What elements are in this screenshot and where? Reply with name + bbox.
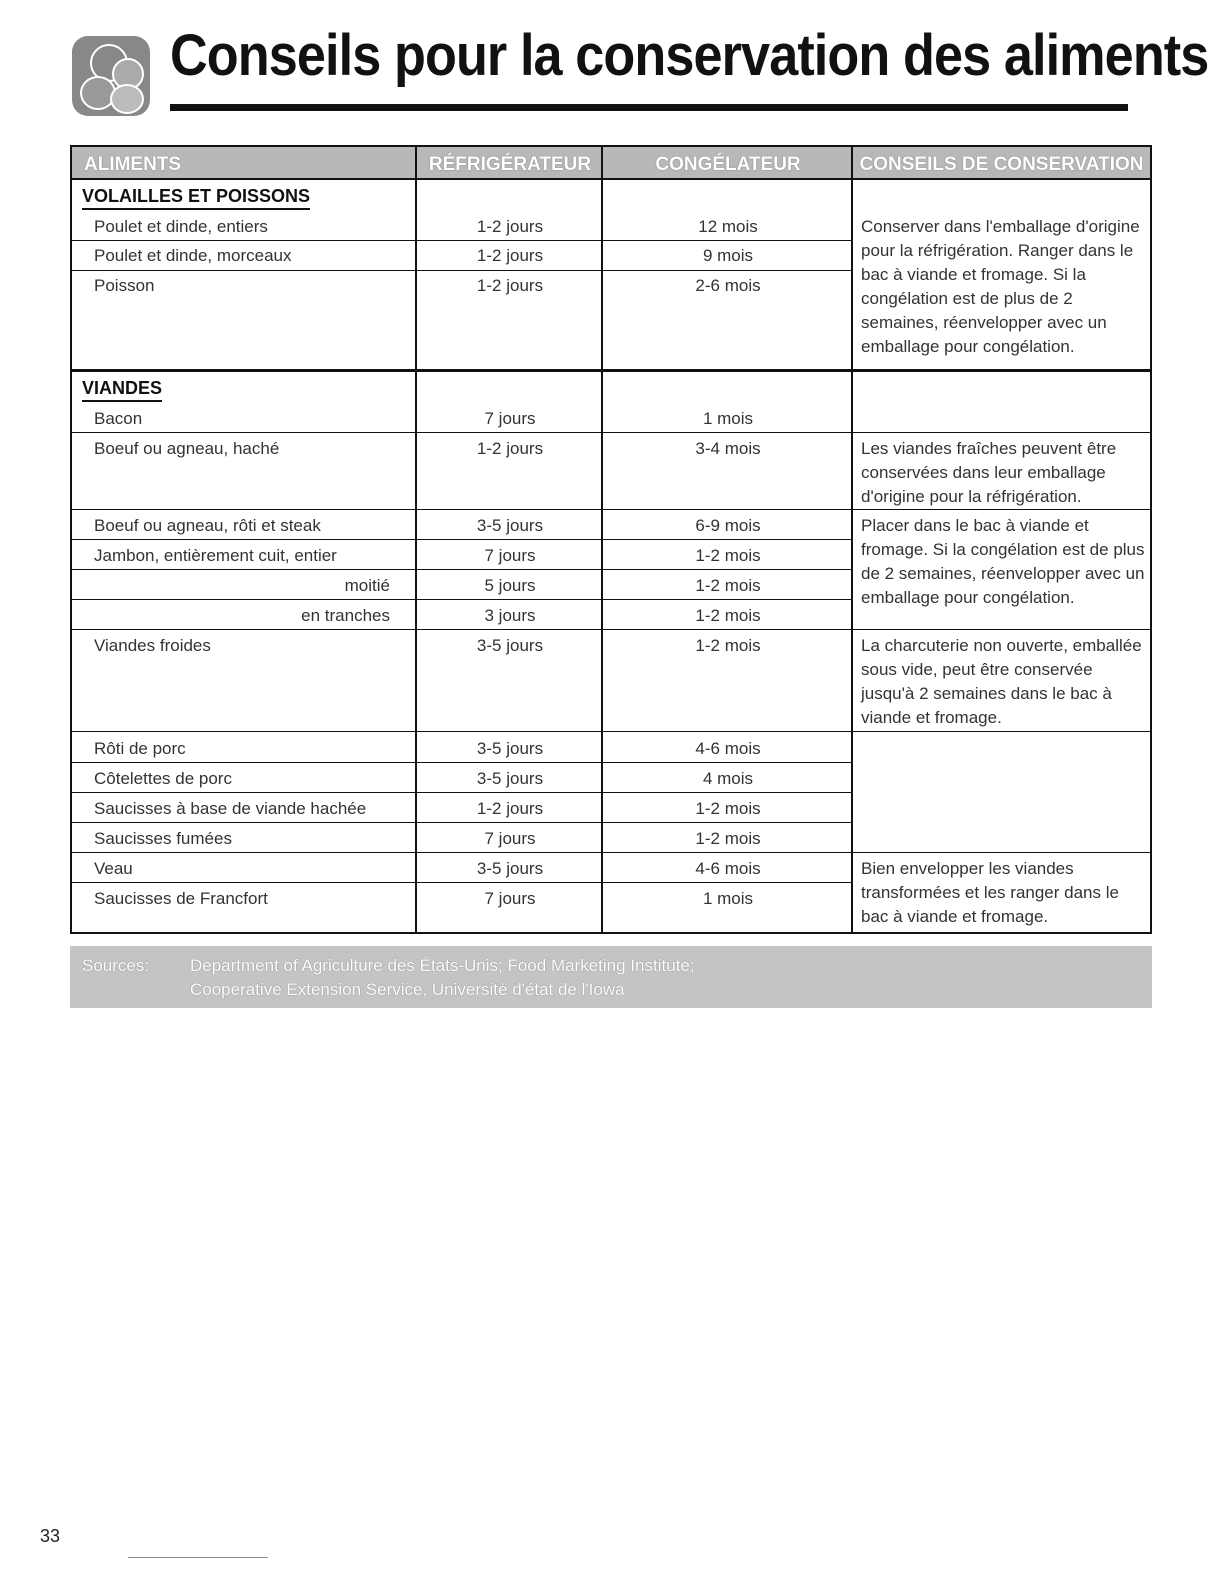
freezer-duration: 4-6 mois bbox=[695, 859, 761, 878]
header-refrigerateur: RÉFRIGÉRATEUR bbox=[417, 147, 603, 180]
fridge-duration: 1-2 jours bbox=[476, 799, 544, 818]
food-storage-icon bbox=[72, 36, 150, 116]
title-underline bbox=[170, 104, 1128, 111]
row-divider bbox=[72, 539, 851, 540]
freezer-duration: 9 mois bbox=[702, 246, 754, 265]
storage-tip: La charcuterie non ouverte, emballée sous vide, peut être conservée jusqu'à 2 semaines dans le bac à viande et fromage. bbox=[861, 636, 1142, 727]
fridge-duration: 7 jours bbox=[484, 889, 536, 908]
food-name: Saucisses fumées bbox=[94, 829, 232, 848]
storage-table bbox=[70, 145, 1152, 934]
food-name: Saucisses de Francfort bbox=[94, 889, 268, 908]
row-divider bbox=[72, 882, 851, 883]
header-congelateur: CONGÉLATEUR bbox=[603, 147, 853, 180]
food-name: Côtelettes de porc bbox=[94, 769, 232, 788]
footer-line bbox=[128, 1557, 268, 1558]
freezer-duration: 1-2 mois bbox=[695, 546, 761, 565]
row-divider bbox=[72, 792, 851, 793]
food-name: en tranches bbox=[301, 606, 390, 625]
row-divider bbox=[72, 852, 1150, 853]
storage-tip: Conserver dans l'emballage d'origine pour la réfrigération. Ranger dans le bac à viande et fromage. Si la congélation est de plus de 2 semaines, réenvelopper avec un emballage pour congélation. bbox=[861, 217, 1140, 356]
storage-tip: Placer dans le bac à viande et fromage. Si la congélation est de plus de 2 semaines, réenvelopper avec un emballage pour congélation. bbox=[861, 516, 1145, 607]
food-name: Bacon bbox=[94, 409, 143, 428]
freezer-duration: 1-2 mois bbox=[695, 576, 761, 595]
freezer-duration: 4 mois bbox=[702, 769, 754, 788]
fridge-duration: 7 jours bbox=[484, 546, 536, 565]
food-name: Rôti de porc bbox=[94, 739, 186, 758]
food-name: Saucisses à base de viande hachée bbox=[94, 799, 367, 818]
freezer-duration: 1-2 mois bbox=[695, 606, 761, 625]
freezer-duration: 6-9 mois bbox=[695, 516, 761, 535]
row-divider bbox=[72, 762, 851, 763]
table-header bbox=[72, 147, 1150, 180]
row-divider bbox=[72, 629, 1150, 630]
fridge-duration: 3-5 jours bbox=[476, 516, 544, 535]
row-divider bbox=[72, 509, 1150, 510]
food-name: Poulet et dinde, entiers bbox=[94, 217, 268, 236]
sources-banner bbox=[70, 946, 1152, 1008]
freezer-duration: 1 mois bbox=[702, 889, 754, 908]
freezer-duration: 1-2 mois bbox=[695, 829, 761, 848]
sources-label: Sources: bbox=[82, 956, 150, 975]
freezer-duration: 4-6 mois bbox=[695, 739, 761, 758]
fridge-duration: 3-5 jours bbox=[476, 859, 544, 878]
row-divider bbox=[72, 599, 851, 600]
food-name: Jambon, entièrement cuit, entier bbox=[94, 546, 337, 565]
food-name: Boeuf ou agneau, rôti et steak bbox=[94, 516, 321, 535]
section-title-volailles: VOLAILLES ET POISSONS bbox=[82, 184, 310, 210]
food-name: Veau bbox=[94, 859, 133, 878]
fridge-duration: 7 jours bbox=[484, 829, 536, 848]
fridge-duration: 3 jours bbox=[484, 606, 536, 625]
row-divider bbox=[72, 270, 851, 271]
header-conseils: CONSEILS DE CONSERVATION bbox=[853, 147, 1150, 180]
fridge-duration: 1-2 jours bbox=[476, 246, 544, 265]
fridge-duration: 1-2 jours bbox=[476, 439, 544, 458]
fridge-duration: 1-2 jours bbox=[476, 276, 544, 295]
section-title-viandes: VIANDES bbox=[82, 376, 162, 402]
freezer-duration: 1-2 mois bbox=[695, 799, 761, 818]
row-divider bbox=[72, 240, 851, 241]
row-divider bbox=[72, 822, 851, 823]
page-title: Conseils pour la conservation des aliments bbox=[170, 23, 1209, 88]
row-divider bbox=[72, 432, 1150, 433]
freezer-duration: 2-6 mois bbox=[695, 276, 761, 295]
header-aliments: ALIMENTS bbox=[72, 147, 417, 180]
storage-tip: Les viandes fraîches peuvent être conservées dans leur emballage d'origine pour la réfrigération. bbox=[861, 439, 1117, 506]
freezer-duration: 12 mois bbox=[698, 217, 758, 236]
fridge-duration: 3-5 jours bbox=[476, 739, 544, 758]
fridge-duration: 5 jours bbox=[484, 576, 536, 595]
fridge-duration: 7 jours bbox=[484, 409, 536, 428]
fridge-duration: 3-5 jours bbox=[476, 636, 544, 655]
food-name: Viandes froides bbox=[94, 636, 211, 655]
row-divider bbox=[72, 731, 1150, 732]
sources-line-2: Cooperative Extension Service, Université d'état de l'Iowa bbox=[190, 980, 625, 999]
fridge-duration: 1-2 jours bbox=[476, 217, 544, 236]
freezer-duration: 3-4 mois bbox=[695, 439, 761, 458]
row-divider bbox=[72, 569, 851, 570]
fridge-duration: 3-5 jours bbox=[476, 769, 544, 788]
freezer-duration: 1 mois bbox=[702, 409, 754, 428]
section-divider bbox=[72, 369, 1150, 372]
food-name: Poisson bbox=[94, 276, 155, 295]
page-number: 33 bbox=[40, 1526, 61, 1546]
storage-tip: Bien envelopper les viandes transformées et les ranger dans le bac à viande et fromage. bbox=[861, 859, 1119, 926]
freezer-duration: 1-2 mois bbox=[695, 636, 761, 655]
food-name: Poulet et dinde, morceaux bbox=[94, 246, 292, 265]
food-name: moitié bbox=[344, 576, 390, 595]
sources-line-1: Department of Agriculture des États-Unis; Food Marketing Institute; bbox=[190, 956, 695, 975]
food-name: Boeuf ou agneau, haché bbox=[94, 439, 280, 458]
